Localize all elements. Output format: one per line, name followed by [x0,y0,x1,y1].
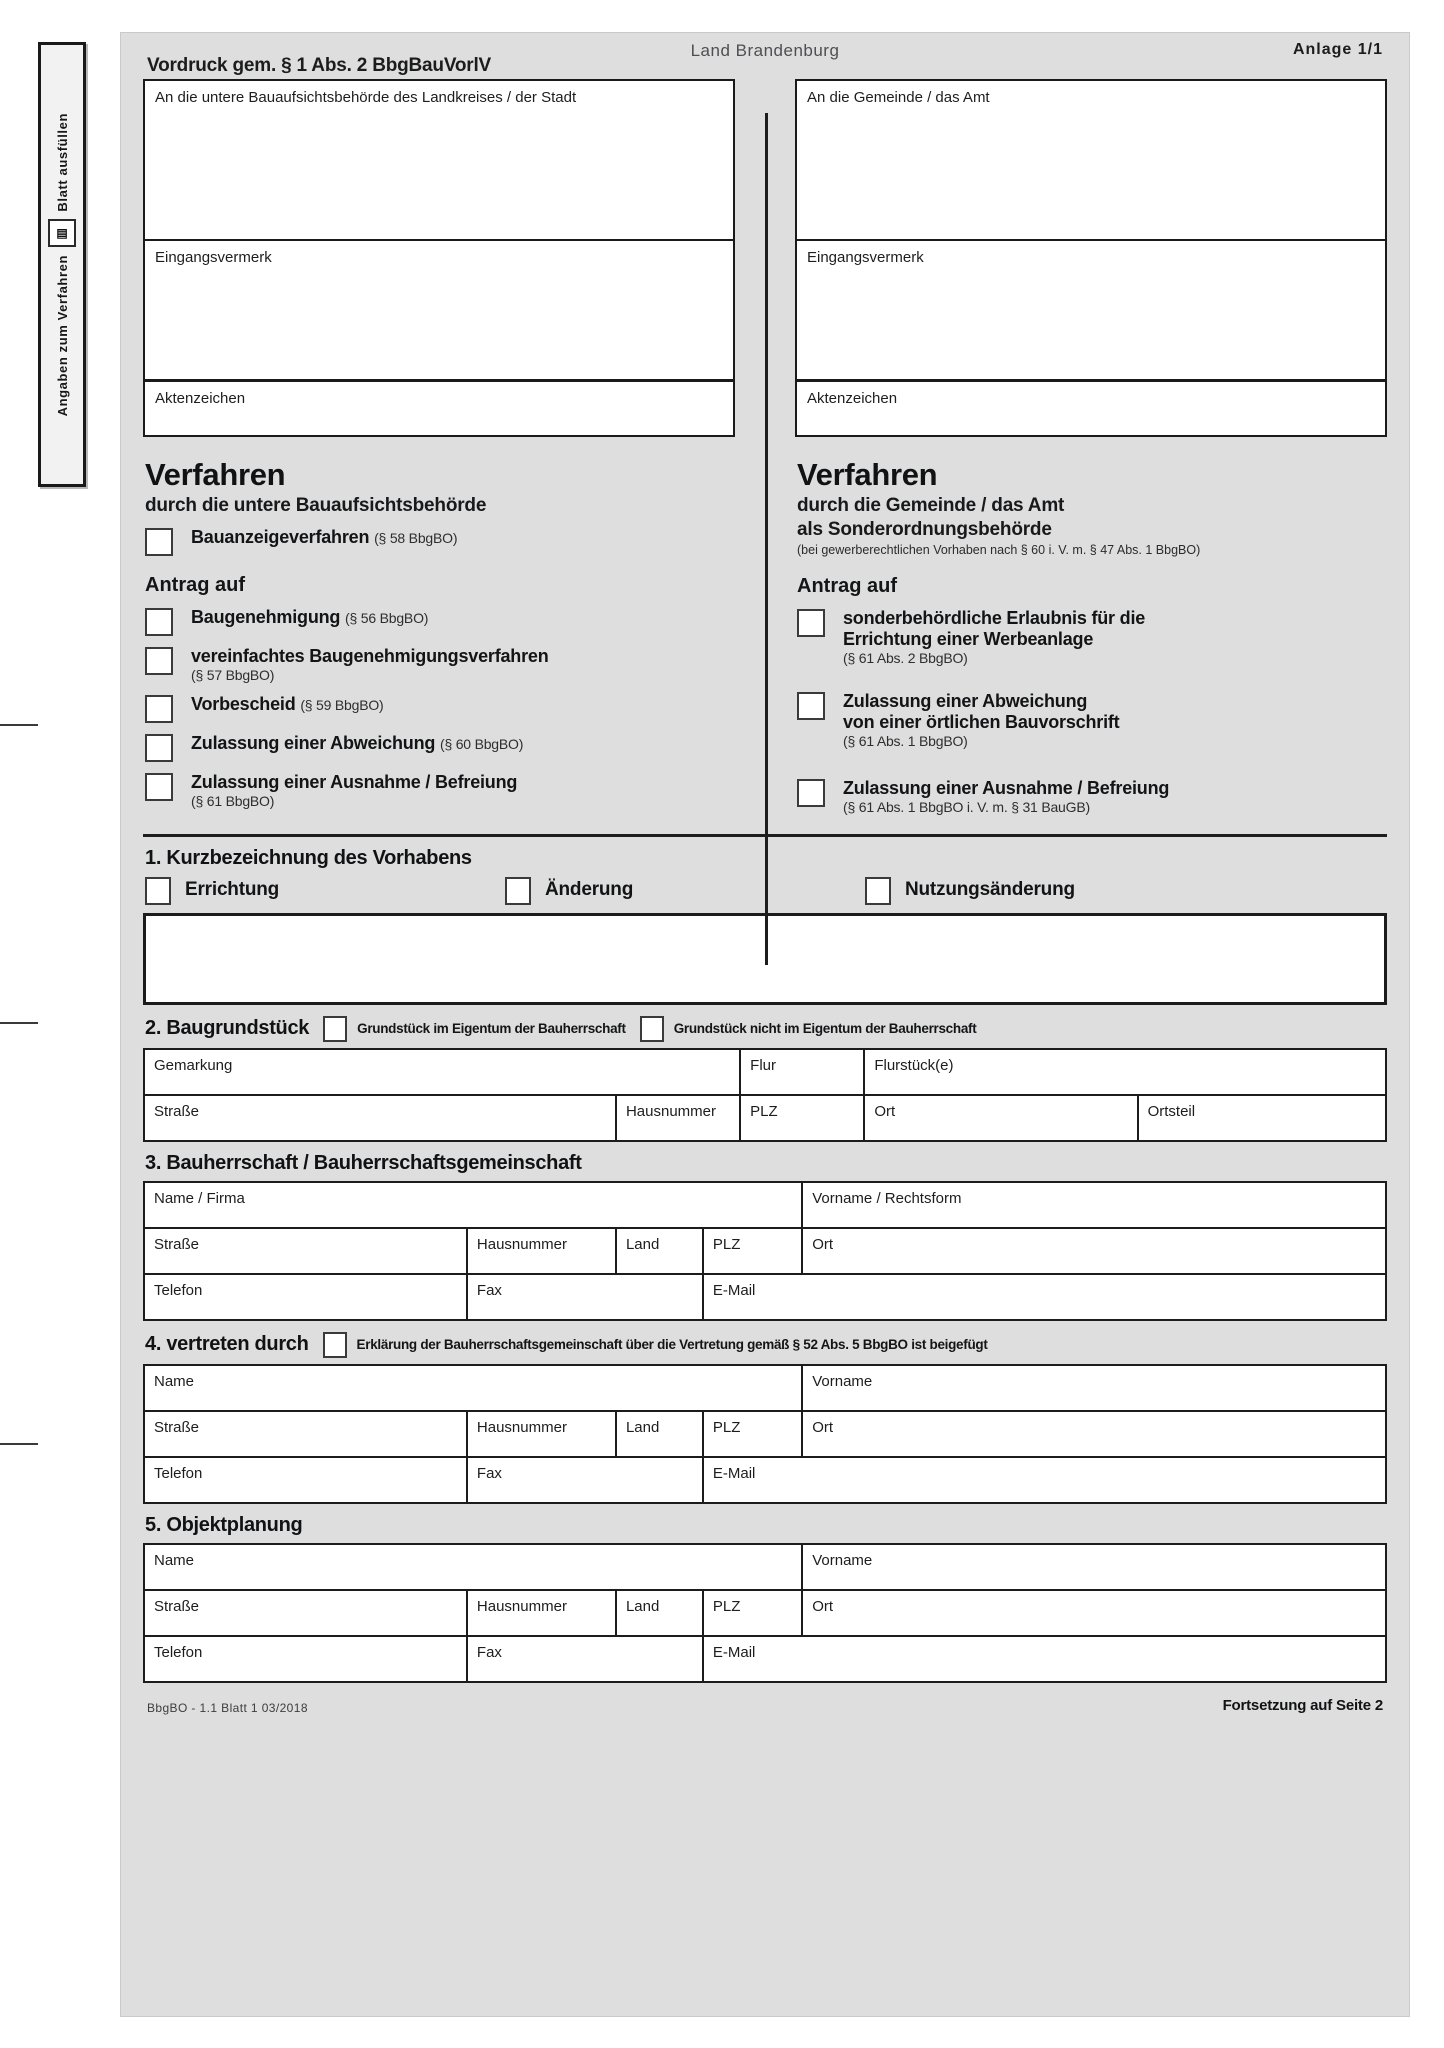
field-bauherr-hausnummer[interactable]: Hausnummer [467,1228,616,1274]
keyboard-icon: ▤ [48,219,76,247]
checkbox-group-errichtung[interactable] [145,876,505,905]
checkbox-aenderung[interactable] [505,877,531,905]
table-row [144,1274,1386,1320]
edge-mark [0,1022,38,1024]
section3-title: 3. Bauherrschaft / Bauherrschaftsgemeinschaft [145,1151,582,1174]
checkbox-nutzungsaenderung[interactable] [865,877,891,905]
field-vertreter-name[interactable]: Name [144,1365,802,1411]
option-label-line2: Errichtung einer Werbeanlage [843,629,1094,650]
checkbox-label-grundstueck-nicht-im-eigentum: Grundstück nicht im Eigentum der Bauherrschaft [673,1020,977,1036]
procedure-column-right [765,79,1387,816]
section2-title: 2. Baugrundstück [145,1016,310,1039]
land-title: Land Brandenburg [690,41,840,60]
option-label-line1: sonderbehördliche Erlaubnis für die [843,608,1146,628]
field-vertreter-fax[interactable]: Fax [467,1457,703,1503]
table-row [144,1095,1386,1141]
footer-form-id: BbgBO - 1.1 Blatt 1 03/2018 [147,1700,308,1715]
checkbox-label-vorbescheid [191,694,384,715]
address-block-left [143,79,735,437]
field-objektplaner-land[interactable]: Land [616,1590,703,1636]
table-row [144,1544,1386,1590]
form-sheet [120,32,1410,2017]
antrag-label-left: Antrag auf [145,574,245,596]
sheet-header [143,33,1387,79]
field-objektplaner-plz[interactable]: PLZ [703,1590,802,1636]
field-objektplaner-hausnummer[interactable]: Hausnummer [467,1590,616,1636]
checkbox-group-aenderung[interactable] [505,876,865,905]
checkbox-label-sonderbehoerdliche-erlaubnis [843,608,1145,667]
checkbox-label-zulassung-abweichung-left [191,733,523,754]
table-row [144,1636,1386,1682]
checkbox-label-vertretung-erklaerung: Erklärung der Bauherrschaftsgemeinschaft über die Vertretung gemäß § 52 Abs. 5 BbgBO ist beigefügt [356,1336,988,1352]
checkbox-baugenehmigung[interactable] [145,608,173,636]
field-bauherr-vorname[interactable]: Vorname / Rechtsform [802,1182,1386,1228]
procedure-subheading-right-1: durch die Gemeinde / das Amt [797,495,1065,516]
field-ort[interactable]: Ort [864,1095,1137,1141]
field-strasse[interactable]: Straße [144,1095,616,1141]
side-tab-label-bottom: Angaben zum Verfahren [54,255,70,417]
checkbox-vereinfachtes-baugenehmigungsverfahren[interactable] [145,647,173,675]
field-gemarkung[interactable]: Gemarkung [144,1049,740,1095]
checkbox-row-vereinfachtes-verfahren[interactable] [145,646,735,684]
procedure-heading-left: Verfahren [145,457,286,492]
table-row [144,1049,1386,1095]
footer-continuation: Fortsetzung auf Seite 2 [1222,1696,1383,1714]
table-row [144,1365,1386,1411]
option-ref: (§ 58 BbgBO) [374,530,458,546]
option-label: Bauanzeigeverfahren [191,527,370,547]
antrag-label-right: Antrag auf [797,575,897,597]
field-objektplaner-name[interactable]: Name [144,1544,802,1590]
option-label-line1: Zulassung einer Ausnahme / Befreiung [843,777,1170,798]
procedure-columns [143,79,1387,816]
field-ortsteil[interactable]: Ortsteil [1138,1095,1386,1141]
option-label: Zulassung einer Ausnahme / Befreiung [191,771,518,792]
form-basis-text: Vordruck gem. § 1 Abs. 2 BbgBauVorlV [147,55,492,76]
field-bauherr-ort[interactable]: Ort [802,1228,1386,1274]
checkbox-row-baugenehmigung[interactable] [145,607,735,636]
checkbox-vertretung-erklaerung[interactable] [323,1332,347,1358]
table-row [144,1182,1386,1228]
option-label: Vorbescheid [191,693,296,714]
checkbox-zulassung-ausnahme-left[interactable] [145,773,173,801]
checkbox-zulassung-abweichung-left[interactable] [145,734,173,762]
field-objektplaner-email[interactable]: E-Mail [703,1636,1386,1682]
field-hausnummer[interactable]: Hausnummer [616,1095,740,1141]
field-vertreter-email[interactable]: E-Mail [703,1457,1386,1503]
section1-title: 1. Kurzbezeichnung des Vorhabens [145,846,472,869]
recipient-field-right[interactable]: An die Gemeinde / das Amt [807,89,990,106]
procedure-subheading-right-2: als Sonderordnungsbehörde [797,519,1052,540]
section2-header [145,1015,1387,1042]
option-ref: (§ 59 BbgBO) [300,696,384,713]
option-ref: (§ 56 BbgBO) [345,610,429,626]
checkbox-label-vereinfachtes-baugenehmigungsverfahren [191,646,549,684]
checkbox-grundstueck-im-eigentum[interactable] [323,1016,347,1042]
edge-mark [0,1443,38,1445]
section4-table [143,1364,1387,1504]
option-label: Zulassung einer Abweichung [191,732,436,753]
checkbox-row-vorbescheid[interactable] [145,694,735,723]
checkbox-label-zulassung-ausnahme-right [843,778,1169,816]
checkbox-label-zulassung-ausnahme-left [191,772,517,810]
procedure-heading-right: Verfahren [797,457,938,492]
field-objektplaner-strasse[interactable]: Straße [144,1590,467,1636]
stamp-field-right[interactable]: Eingangsvermerk [797,239,1385,379]
section3-table [143,1181,1387,1321]
field-flur[interactable]: Flur [740,1049,864,1095]
field-vertreter-telefon[interactable]: Telefon [144,1457,467,1503]
address-block-right [795,79,1387,437]
section2-table [143,1048,1387,1142]
anlage-number: Anlage 1/1 [1292,41,1383,58]
checkbox-label-bauanzeigeverfahren [191,527,457,548]
checkbox-label-aenderung: Änderung [545,879,634,901]
checkbox-label-grundstueck-im-eigentum: Grundstück im Eigentum der Bauherrschaft [357,1020,626,1036]
table-row [144,1457,1386,1503]
checkbox-label-zulassung-abweichung-right [843,691,1119,750]
table-row [144,1590,1386,1636]
reference-field-right[interactable]: Aktenzeichen [797,379,1385,435]
checkbox-row-bauanzeige[interactable] [145,527,735,556]
checkbox-row-abweichung-right[interactable] [797,691,1387,750]
table-row [144,1228,1386,1274]
field-bauherr-telefon[interactable]: Telefon [144,1274,467,1320]
checkbox-grundstueck-nicht-im-eigentum[interactable] [640,1016,664,1042]
field-plz[interactable]: PLZ [740,1095,864,1141]
field-vertreter-vorname[interactable]: Vorname [802,1365,1386,1411]
section5-table [143,1543,1387,1683]
field-vertreter-land[interactable]: Land [616,1411,703,1457]
field-vertreter-strasse[interactable]: Straße [144,1411,467,1457]
option-ref: (§ 61 Abs. 2 BbgBO) [843,650,968,667]
option-label-line1: Zulassung einer Abweichung [843,690,1088,711]
field-bauherr-fax[interactable]: Fax [467,1274,703,1320]
checkbox-group-grundstueck-eigentum[interactable] [323,1015,626,1042]
option-label-line2: von einer örtlichen Bauvorschrift [843,712,1120,733]
sheet-footer [143,1687,1387,1733]
procedure-note-right: (bei gewerberechtlichen Vorhaben nach § 60 i. V. m. § 47 Abs. 1 BbgBO) [797,543,1201,557]
option-ref: (§ 61 Abs. 1 BbgBO) [843,733,968,750]
checkbox-row-ausnahme-left[interactable] [145,772,735,810]
field-bauherr-land[interactable]: Land [616,1228,703,1274]
option-label: Baugenehmigung [191,607,341,627]
checkbox-sonderbehoerdliche-erlaubnis[interactable] [797,609,825,637]
recipient-field-left[interactable]: An die untere Bauaufsichtsbehörde des Landkreises / der Stadt [155,89,577,106]
procedure-subheading-left: durch die untere Bauaufsichtsbehörde [145,495,487,516]
section5-title: 5. Objektplanung [145,1513,303,1536]
option-ref: (§ 60 BbgBO) [439,735,524,752]
vertical-side-tab[interactable] [38,42,86,487]
checkbox-label-baugenehmigung [191,607,428,628]
reference-field-left[interactable]: Aktenzeichen [145,379,733,435]
procedure-column-left [143,79,765,816]
checkbox-group-vertretung-erklaerung[interactable] [323,1331,988,1358]
checkbox-group-nutzungsaenderung[interactable] [865,876,1075,905]
edge-mark [0,724,38,726]
checkbox-zulassung-ausnahme-right[interactable] [797,779,825,807]
checkbox-group-grundstueck-nicht-eigentum[interactable] [640,1015,977,1042]
field-flurstueck[interactable]: Flurstück(e) [864,1049,1386,1095]
field-objektplaner-vorname[interactable]: Vorname [802,1544,1386,1590]
side-tab-label-top: Blatt ausfüllen [54,112,70,212]
field-vertreter-ort[interactable]: Ort [802,1411,1386,1457]
checkbox-errichtung[interactable] [145,877,171,905]
field-vertreter-hausnummer[interactable]: Hausnummer [467,1411,616,1457]
checkbox-row-werbeanlage[interactable] [797,608,1387,667]
section4-header [145,1331,1387,1358]
field-bauherr-email[interactable]: E-Mail [703,1274,1386,1320]
checkbox-zulassung-abweichung-right[interactable] [797,692,825,720]
checkbox-row-abweichung-left[interactable] [145,733,735,762]
field-objektplaner-fax[interactable]: Fax [467,1636,703,1682]
table-row [144,1411,1386,1457]
field-objektplaner-telefon[interactable]: Telefon [144,1636,467,1682]
checkbox-vorbescheid[interactable] [145,695,173,723]
field-vertreter-plz[interactable]: PLZ [703,1411,802,1457]
checkbox-bauanzeigeverfahren[interactable] [145,528,173,556]
option-label: vereinfachtes Baugenehmigungsverfahren [191,646,549,666]
field-bauherr-name[interactable]: Name / Firma [144,1182,802,1228]
field-bauherr-plz[interactable]: PLZ [703,1228,802,1274]
field-bauherr-strasse[interactable]: Straße [144,1228,467,1274]
section4-title: 4. vertreten durch [145,1332,309,1355]
checkbox-label-errichtung: Errichtung [185,879,280,901]
checkbox-label-nutzungsaenderung: Nutzungsänderung [905,879,1075,901]
option-ref: (§ 57 BbgBO) [191,667,275,684]
option-ref: (§ 61 BbgBO) [191,792,275,809]
field-objektplaner-ort[interactable]: Ort [802,1590,1386,1636]
option-ref: (§ 61 Abs. 1 BbgBO i. V. m. § 31 BauGB) [843,799,1090,816]
checkbox-row-ausnahme-right[interactable] [797,778,1387,816]
column-divider [765,113,768,965]
stamp-field-left[interactable]: Eingangsvermerk [145,239,733,379]
